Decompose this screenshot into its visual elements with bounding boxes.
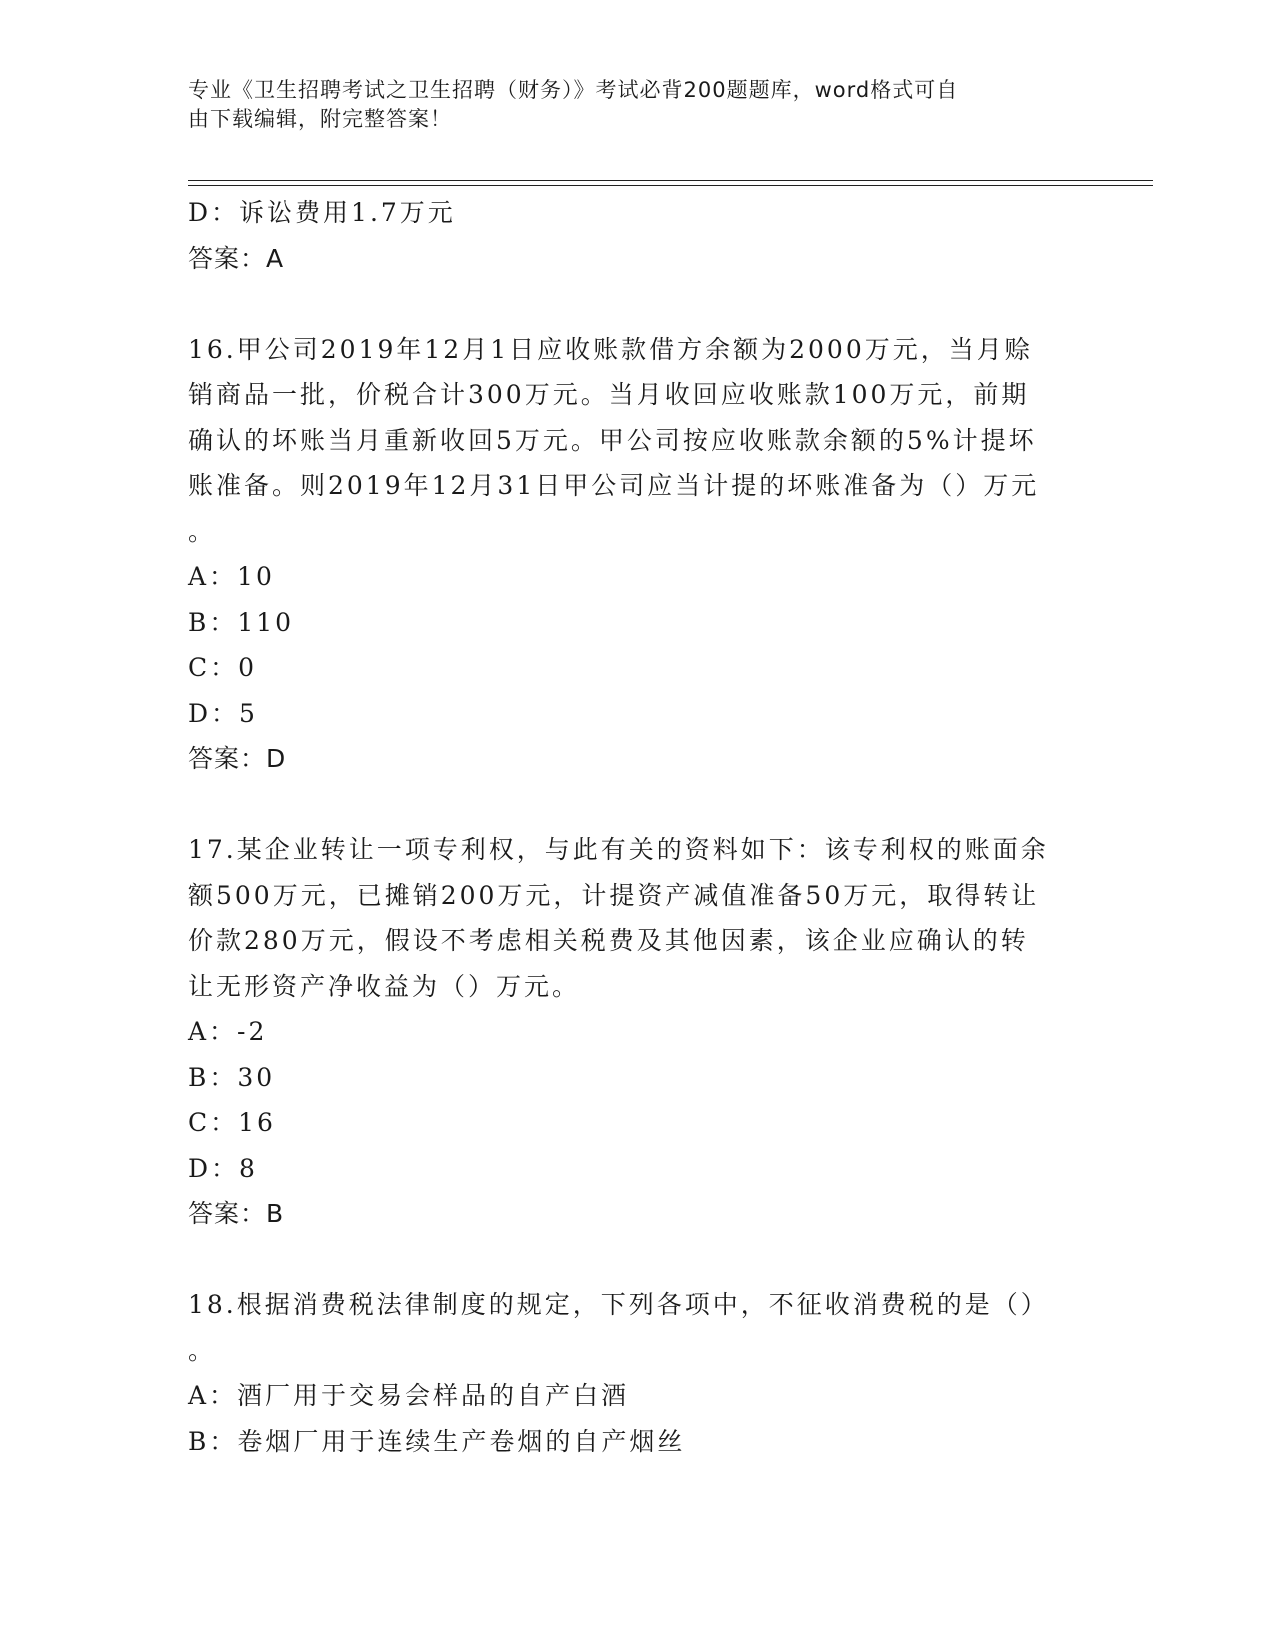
option-b: B：30 (188, 1062, 276, 1092)
header-line: 由下载编辑，附完整答案！ (188, 107, 452, 131)
question-17 (188, 827, 1088, 1237)
question-text-line: 。 (188, 1335, 217, 1365)
question-16 (188, 327, 1088, 782)
option-d: D：5 (188, 698, 258, 728)
option-a: A：酒厂用于交易会样品的自产白酒 (188, 1381, 630, 1410)
option-b: B：110 (188, 607, 295, 637)
option-c: C：0 (188, 653, 258, 682)
spacer (188, 281, 1088, 327)
question-text-line: 。 (188, 516, 217, 546)
header-divider (188, 185, 1153, 186)
question-text-line: 账准备。则2019年12月31日甲公司应当计提的坏账准备为（）万元 (188, 471, 1040, 500)
option-c: C：16 (188, 1108, 276, 1137)
question-text-line: 销商品一批，价税合计300万元。当月收回应收账款100万元，前期 (188, 380, 1030, 409)
option-b: B：卷烟厂用于连续生产卷烟的自产烟丝 (188, 1426, 686, 1456)
question-text-line: 17.某企业转让一项专利权，与此有关的资料如下：该专利权的账面余 (188, 835, 1049, 864)
question-text-line: 确认的坏账当月重新收回5万元。甲公司按应收账款余额的5%计提坏 (188, 425, 1037, 455)
answer-line: 答案：A (188, 243, 285, 273)
option-a: A：10 (188, 562, 275, 591)
question-18 (188, 1282, 1088, 1464)
question-text-line: 价款280万元，假设不考虑相关税费及其他因素，该企业应确认的转 (188, 926, 1029, 955)
option-a: A：-2 (188, 1017, 268, 1046)
previous-question-tail (188, 190, 1088, 281)
question-text-line: 额500万元，已摊销200万元，计提资产减值准备50万元，取得转让 (188, 880, 1040, 910)
header-divider (188, 180, 1153, 181)
header-line: 专业《卫生招聘考试之卫生招聘（财务）》考试必背200题题库，word格式可自 (188, 78, 959, 102)
document-header (188, 76, 1068, 134)
spacer (188, 1237, 1088, 1283)
question-text-line: 16.甲公司2019年12月1日应收账款借方余额为2000万元，当月赊 (188, 334, 1033, 364)
spacer (188, 782, 1088, 828)
document-body (188, 190, 1088, 1464)
answer-line: 答案：D (188, 744, 287, 773)
option-d: D：8 (188, 1153, 258, 1183)
question-text-line: 让无形资产净收益为（）万元。 (188, 971, 581, 1001)
answer-line: 答案：B (188, 1199, 285, 1228)
option-d: D：诉讼费用1.7万元 (188, 198, 456, 227)
question-text-line: 18.根据消费税法律制度的规定，下列各项中，不征收消费税的是（） (188, 1290, 1049, 1319)
